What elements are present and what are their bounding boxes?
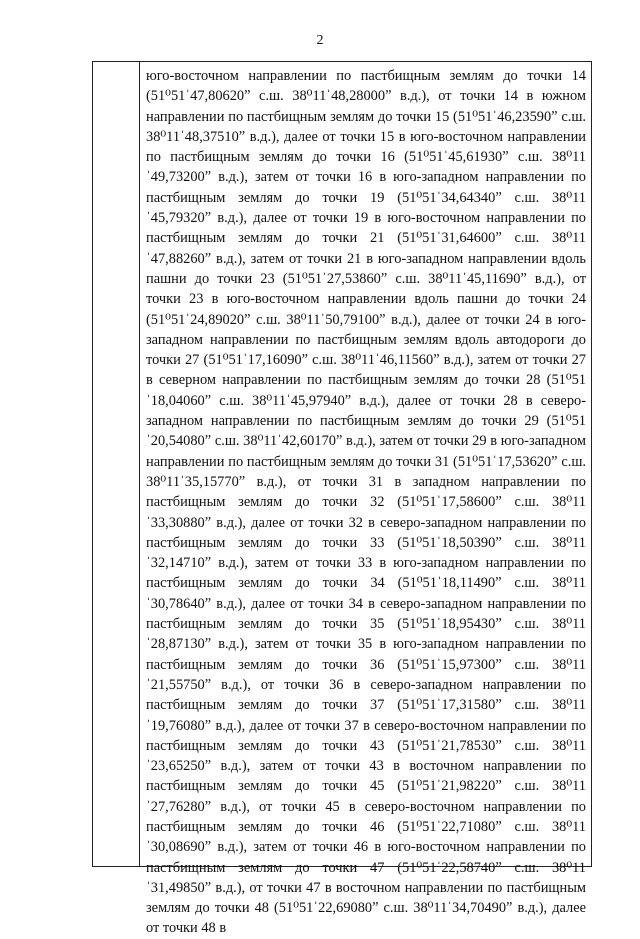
boundary-description-text: юго-восточном направлении по пастбищным землям до точки 14 (51⁰51ˈ47,80620ˮ с.ш. 38⁰11ˈ48,28000ˮ в.д.), от точки 14 в южном направлении по пастбищным землям до точки 15 (51⁰51ˈ46,23590ˮ с.ш. 38⁰11ˈ48,37510ˮ в.д.), далее от точки 15 в юго-восточном направлении по пастбищным землям до точки 16 (51⁰51ˈ45,61930ˮ с.ш. 38⁰11ˈ49,73200ˮ в.д.), затем от точки 16 в юго-западном направлении по пастбищным землям до точки 19 (51⁰51ˈ34,64340ˮ с.ш. 38⁰11ˈ45,79320ˮ в.д.), далее от точки 19 в юго-восточном направлении по пастбищным землям до точки 21 (51⁰51ˈ31,64600ˮ с.ш. 38⁰11ˈ47,88260ˮ в.д.), затем от точки 21 в юго-западном направлении вдоль пашни до точки 23 (51⁰51ˈ27,53860ˮ с.ш. 38⁰11ˈ45,11690ˮ в.д.), от точки 23 в юго-восточном направлении вдоль пашни до точки 24 (51⁰51ˈ24,89020ˮ с.ш. 38⁰11ˈ50,79100ˮ в.д.), далее от точки 24 в юго-западном направлении по пастбищным землям вдоль автодороги до точки 27 (51⁰51ˈ17,16090ˮ с.ш. 38⁰11ˈ46,11560ˮ в.д.), затем от точки 27 в северном направлении по пастбищным землям до точки 28 (51⁰51ˈ18,04060ˮ с.ш. 38⁰11ˈ45,97940ˮ в.д.), далее от точки 28 в северо-западном направлении по пастбищным землям до точки 29 (51⁰51ˈ20,54080ˮ с.ш. 38⁰11ˈ42,60170ˮ в.д.), затем от точки 29 в юго-западном направлении по пастбищным землям до точки 31 (51⁰51ˈ17,53620ˮ с.ш. 38⁰11ˈ35,15770ˮ в.д.), от точки 31 в западном направлении по пастбищным землям до точки 32 (51⁰51ˈ17,58600ˮ с.ш. 38⁰11ˈ33,30880ˮ в.д.), далее от точки 32 в северо-западном направлении по пастбищным землям до точки 33 (51⁰51ˈ18,50390ˮ с.ш. 38⁰11ˈ32,14710ˮ в.д.), затем от точки 33 в юго-западном направлении по пастбищным землям до точки 34 (51⁰51ˈ18,11490ˮ с.ш. 38⁰11ˈ30,78640ˮ в.д.), далее от точки 34 в северо-западном направлении по пастбищным землям до точки 35 (51⁰51ˈ18,95430ˮ с.ш. 38⁰11ˈ28,87130ˮ в.д.), затем от точки 35 в юго-западном направлении по пастбищным землям до точки 36 (51⁰51ˈ15,97300ˮ с.ш. 38⁰11ˈ21,55750ˮ в.д.), от точки 36 в северо-западном направлении по пастбищным землям до точки 37 (51⁰51ˈ17,31580ˮ с.ш. 38⁰11ˈ19,76080ˮ в.д.), далее от точки 37 в северо-восточном направлении по пастбищным землям до точки 43 (51⁰51ˈ21,78530ˮ с.ш. 38⁰11ˈ23,65250ˮ в.д.), затем от точки 43 в восточном направлении по пастбищным землям до точки 45 (51⁰51ˈ21,98220ˮ с.ш. 38⁰11ˈ27,76280ˮ в.д.), от точки 45 в северо-восточном направлении по пастбищным землям до точки 46 (51⁰51ˈ22,71080ˮ с.ш. 38⁰11ˈ30,08690ˮ в.д.), затем от точки 46 в юго-восточном направлении по пастбищным землям до точки 47 (51⁰51ˈ22,58740ˮ с.ш. 38⁰11ˈ31,49850ˮ в.д.), от точки 47 в восточном направлении по пастбищным землям до точки 48 (51⁰51ˈ22,69080ˮ с.ш. 38⁰11ˈ34,70490ˮ в.д.), далее от точки 48 в	[146, 68, 586, 937]
table-left-cell	[93, 62, 140, 866]
boundary-description-table	[92, 61, 592, 937]
table-right-cell	[140, 62, 591, 937]
page-number: 2	[316, 33, 324, 48]
